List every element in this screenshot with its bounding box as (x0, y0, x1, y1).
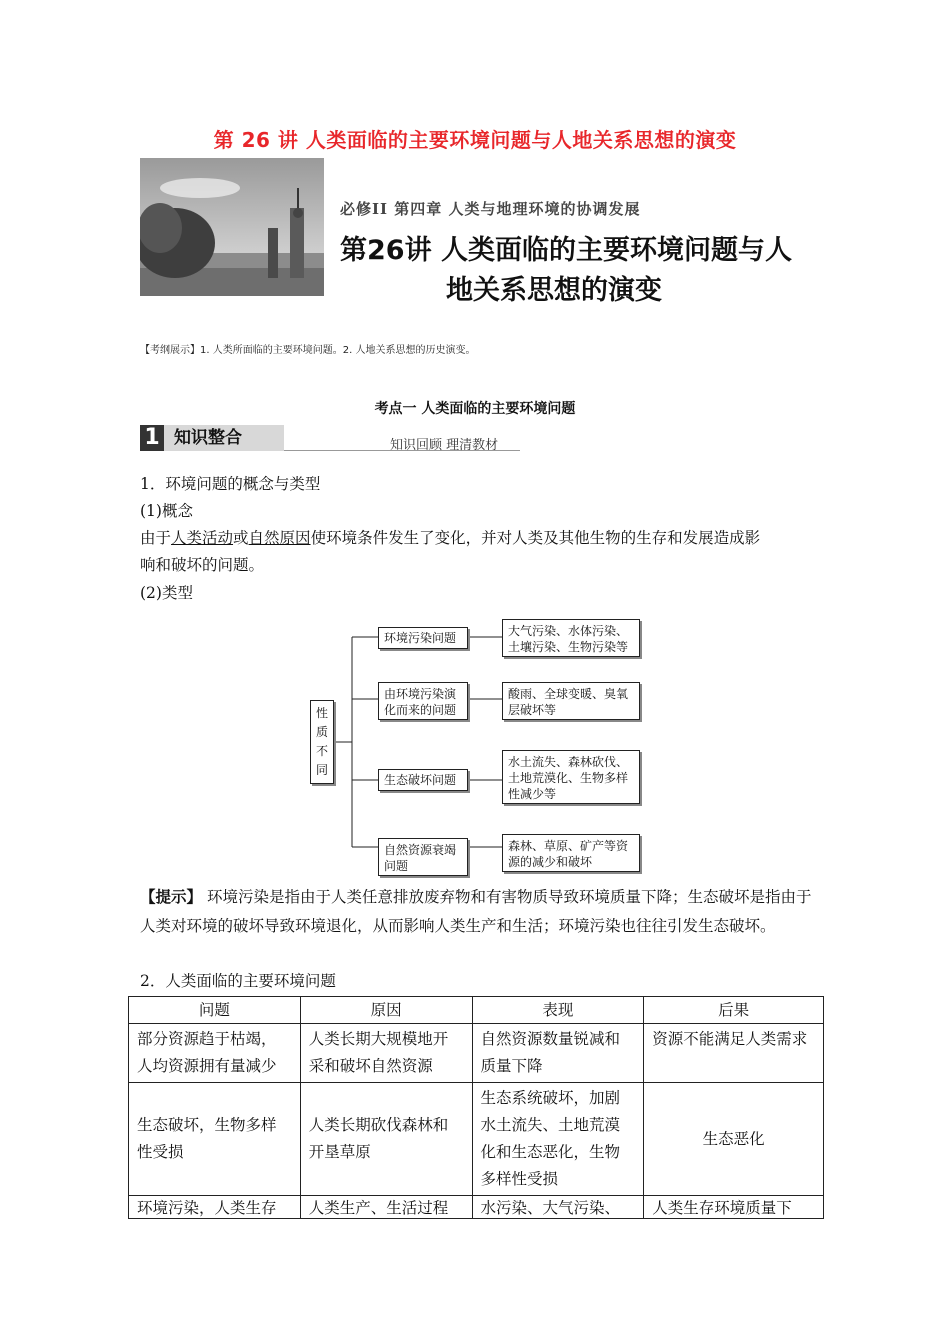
table-cell: 自然资源数量锐减和质量下降 (472, 1024, 644, 1083)
banner-photo (140, 158, 324, 296)
table-cell: 水污染、大气污染、 (472, 1196, 644, 1219)
paragraph-heading-2: 2．人类面临的主要环境问题 (140, 972, 336, 990)
table-cell: 资源不能满足人类需求 (644, 1024, 824, 1083)
paragraph-concept: (1)概念 (140, 502, 193, 520)
table-cell: 人类长期大规模地开采和破坏自然资源 (300, 1024, 472, 1083)
paragraph-types: (2)类型 (140, 584, 193, 602)
table-row (129, 1196, 824, 1219)
tips-text: 环境污染是指由于人类任意排放废弃物和有害物质导致环境质量下降；生态破坏是指由于人类对环境的破坏导致环境退化，从而影响人类生产和生活；环境污染也往往引发生态破坏。 (140, 888, 812, 935)
page-title: 第 26 讲 人类面临的主要环境问题与人地关系思想的演变 (213, 128, 737, 152)
table-cell: 生态恶化 (644, 1083, 824, 1196)
type-ecological: 生态破坏问题 (378, 769, 468, 791)
definition-text-pre: 由于 (140, 529, 172, 547)
table-cell: 人类长期砍伐森林和开垦草原 (300, 1083, 472, 1196)
table-header: 问题 (129, 997, 301, 1024)
table-header-row (129, 997, 824, 1024)
definition-blank-2: 自然原因 (248, 529, 311, 547)
table-row (129, 1083, 824, 1196)
table-header: 表现 (472, 997, 644, 1024)
table-row (129, 1024, 824, 1083)
example-ecological: 水土流失、森林砍伐、土地荒漠化、生物多样性减少等 (502, 750, 640, 804)
section-label: 知识整合 (164, 425, 284, 451)
paragraph-heading-1: 1．环境问题的概念与类型 (140, 475, 321, 493)
section-banner (140, 425, 520, 453)
environment-problems-table (128, 996, 824, 1219)
example-pollution: 大气污染、水体污染、土壤污染、生物污染等 (502, 619, 640, 657)
syllabus-outline: 【考纲展示】1. 人类所面临的主要环境问题。2. 人地关系思想的历史演变。 (140, 345, 476, 356)
table-cell: 部分资源趋于枯竭，人均资源拥有量减少 (129, 1024, 301, 1083)
example-derived: 酸雨、全球变暖、臭氧层破坏等 (502, 682, 640, 720)
lecture-heading-line1: 第26讲 人类面临的主要环境问题与人 (340, 235, 792, 266)
tips-paragraph (140, 882, 820, 941)
definition-text-post: 使环境条件发生了变化，并对人类及其他生物的生存和发展造成影 (310, 529, 761, 547)
tips-label: 【提示】 (140, 887, 203, 906)
types-diagram (300, 612, 660, 884)
lecture-heading-line2: 地关系思想的演变 (446, 275, 662, 306)
paragraph-definition-cont: 响和破坏的问题。 (140, 556, 265, 574)
definition-text-mid: 或 (233, 529, 249, 547)
topic-heading: 考点一 人类面临的主要环境问题 (374, 401, 576, 417)
table-cell: 人类生存环境质量下 (644, 1196, 824, 1219)
definition-blank-1: 人类活动 (171, 529, 234, 547)
section-subtitle: 知识回顾 理清教材 (390, 438, 499, 453)
section-number: 1 (140, 425, 164, 451)
type-derived: 由环境污染演化而来的问题 (378, 682, 468, 720)
example-resource: 森林、草原、矿产等资源的减少和破坏 (502, 834, 640, 872)
diagram-root: 性质不同 (310, 700, 334, 784)
table-cell: 环境污染，人类生存 (129, 1196, 301, 1219)
paragraph-definition (140, 525, 760, 552)
chapter-subtitle: 必修II 第四章 人类与地理环境的协调发展 (340, 200, 641, 218)
table-header: 原因 (300, 997, 472, 1024)
table-cell: 生态破坏，生物多样性受损 (129, 1083, 301, 1196)
type-pollution: 环境污染问题 (378, 627, 468, 649)
table-cell: 人类生产、生活过程 (300, 1196, 472, 1219)
table-cell: 生态系统破坏，加剧水土流失、土地荒漠化和生态恶化，生物多样性受损 (472, 1083, 644, 1196)
table-header: 后果 (644, 997, 824, 1024)
type-resource: 自然资源衰竭问题 (378, 838, 468, 876)
